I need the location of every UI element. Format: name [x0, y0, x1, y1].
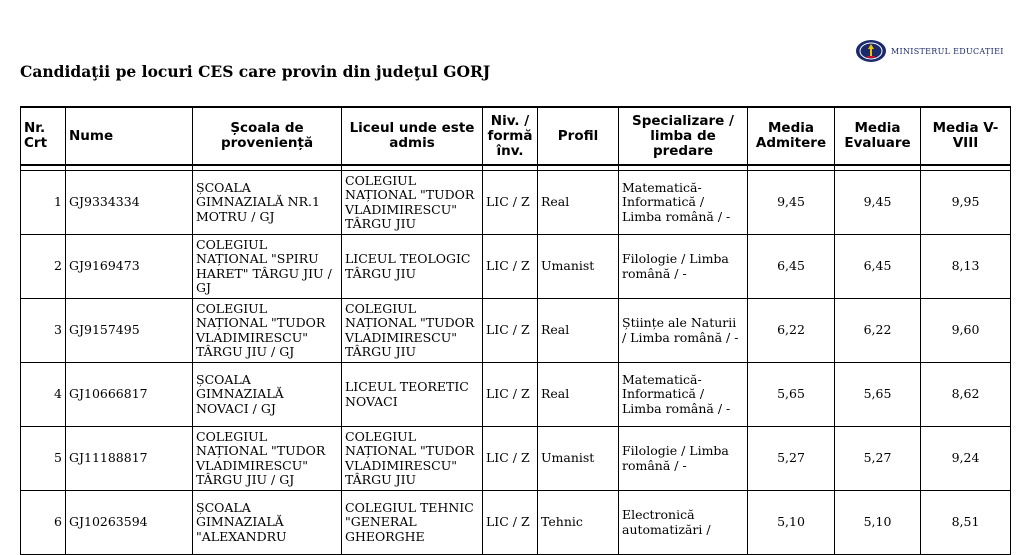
cell-spec: Matematică-Informatică / Limba română / - [619, 171, 748, 235]
cell-nume: GJ9334334 [66, 171, 193, 235]
header-scoala: Școala de proveniență [193, 107, 342, 165]
cell-scoala: ȘCOALA GIMNAZIALĂ NR.1 MOTRU / GJ [193, 171, 342, 235]
cell-scoala: ȘCOALA GIMNAZIALĂ NOVACI / GJ [193, 363, 342, 427]
ministry-logo [855, 39, 1004, 63]
ministry-seal-icon [855, 39, 887, 63]
cell-media-v-viii: 8,62 [921, 363, 1011, 427]
table-row [21, 299, 1011, 363]
table-header-row [21, 107, 1011, 165]
cell-media-admitere: 5,27 [748, 427, 835, 491]
header-nr: Nr. Crt [21, 107, 66, 165]
header-nume: Nume [66, 107, 193, 165]
cell-profil: Umanist [538, 427, 619, 491]
cell-nume: GJ9157495 [66, 299, 193, 363]
page-title: Candidaţii pe locuri CES care provin din judeţul GORJ [20, 62, 491, 81]
cell-media-evaluare: 5,27 [835, 427, 921, 491]
cell-niv: LIC / Z [483, 427, 538, 491]
cell-media-admitere: 6,45 [748, 235, 835, 299]
cell-spec: Filologie / Limba română / - [619, 427, 748, 491]
cell-nume: GJ11188817 [66, 427, 193, 491]
ministry-name: MINISTERUL EDUCAȚIEI [891, 46, 1004, 56]
cell-niv: LIC / Z [483, 299, 538, 363]
cell-profil: Real [538, 363, 619, 427]
cell-nr: 2 [21, 235, 66, 299]
cell-nume: GJ9169473 [66, 235, 193, 299]
candidates-table [20, 106, 1011, 555]
table-row [21, 491, 1011, 555]
cell-liceu: LICEUL TEORETIC NOVACI [342, 363, 483, 427]
cell-spec: Filologie / Limba română / - [619, 235, 748, 299]
cell-media-v-viii: 8,13 [921, 235, 1011, 299]
cell-spec: Electronică automatizări / [619, 491, 748, 555]
cell-nume: GJ10666817 [66, 363, 193, 427]
cell-media-admitere: 6,22 [748, 299, 835, 363]
cell-media-v-viii: 9,24 [921, 427, 1011, 491]
cell-media-evaluare: 5,10 [835, 491, 921, 555]
cell-niv: LIC / Z [483, 171, 538, 235]
cell-liceu: COLEGIUL TEHNIC "GENERAL GHEORGHE [342, 491, 483, 555]
cell-nr: 1 [21, 171, 66, 235]
candidates-table-wrapper [20, 106, 1023, 544]
cell-liceu: COLEGIUL NAȚIONAL "TUDOR VLADIMIRESCU" TÂRGU JIU [342, 427, 483, 491]
cell-media-v-viii: 9,60 [921, 299, 1011, 363]
cell-media-evaluare: 6,45 [835, 235, 921, 299]
cell-scoala: COLEGIUL NAȚIONAL "SPIRU HARET" TÂRGU JIU / GJ [193, 235, 342, 299]
cell-scoala: COLEGIUL NAȚIONAL "TUDOR VLADIMIRESCU" TÂRGU JIU / GJ [193, 299, 342, 363]
cell-profil: Real [538, 171, 619, 235]
cell-niv: LIC / Z [483, 235, 538, 299]
cell-nr: 6 [21, 491, 66, 555]
cell-nr: 4 [21, 363, 66, 427]
cell-spec: Matematică-Informatică / Limba română / - [619, 363, 748, 427]
cell-media-admitere: 5,65 [748, 363, 835, 427]
cell-nr: 3 [21, 299, 66, 363]
header-liceu: Liceul unde este admis [342, 107, 483, 165]
header-media-admitere: Media Admitere [748, 107, 835, 165]
cell-media-admitere: 5,10 [748, 491, 835, 555]
table-row [21, 171, 1011, 235]
cell-media-evaluare: 5,65 [835, 363, 921, 427]
cell-niv: LIC / Z [483, 363, 538, 427]
header-niv: Niv. / formă înv. [483, 107, 538, 165]
header-media-v-viii: Media V-VIII [921, 107, 1011, 165]
cell-media-v-viii: 9,95 [921, 171, 1011, 235]
cell-scoala: COLEGIUL NAȚIONAL "TUDOR VLADIMIRESCU" TÂRGU JIU / GJ [193, 427, 342, 491]
table-row [21, 363, 1011, 427]
cell-profil: Umanist [538, 235, 619, 299]
cell-media-evaluare: 6,22 [835, 299, 921, 363]
cell-niv: LIC / Z [483, 491, 538, 555]
cell-scoala: ȘCOALA GIMNAZIALĂ "ALEXANDRU [193, 491, 342, 555]
cell-profil: Real [538, 299, 619, 363]
cell-nr: 5 [21, 427, 66, 491]
table-row [21, 235, 1011, 299]
cell-media-v-viii: 8,51 [921, 491, 1011, 555]
cell-liceu: LICEUL TEOLOGIC TÂRGU JIU [342, 235, 483, 299]
cell-spec: Științe ale Naturii / Limba română / - [619, 299, 748, 363]
cell-profil: Tehnic [538, 491, 619, 555]
table-row [21, 427, 1011, 491]
cell-liceu: COLEGIUL NAȚIONAL "TUDOR VLADIMIRESCU" TÂRGU JIU [342, 299, 483, 363]
header-profil: Profil [538, 107, 619, 165]
cell-media-admitere: 9,45 [748, 171, 835, 235]
cell-liceu: COLEGIUL NAȚIONAL "TUDOR VLADIMIRESCU" TÂRGU JIU [342, 171, 483, 235]
header-media-evaluare: Media Evaluare [835, 107, 921, 165]
cell-media-evaluare: 9,45 [835, 171, 921, 235]
header-spec: Specializare / limba de predare [619, 107, 748, 165]
cell-nume: GJ10263594 [66, 491, 193, 555]
